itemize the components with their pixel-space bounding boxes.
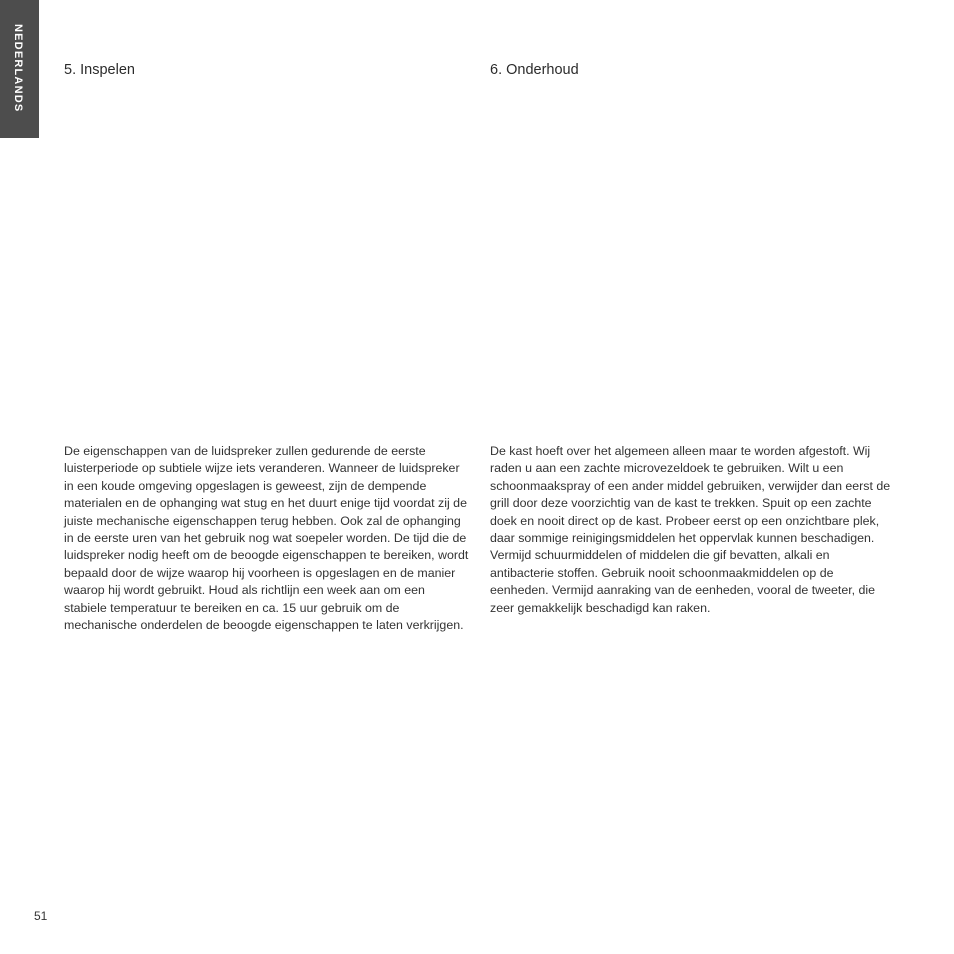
language-tab	[0, 0, 39, 138]
page-number: 51	[34, 909, 48, 923]
section-heading-inspelen: 5. Inspelen	[64, 62, 135, 78]
section-heading-onderhoud: 6. Onderhoud	[490, 62, 579, 78]
language-tab-label: NEDERLANDS	[12, 24, 24, 113]
section-body-onderhoud: De kast hoeft over het algemeen alleen maar te worden afgestoft. Wij raden u aan een zachte microvezeldoek te gebruiken. Wilt u een schoonmaakspray of een ander middel gebruiken, verwijder dan eerst de grill door deze voorzichtig van de kast te trekken. Spuit op een zachte doek en nooit direct op de kast. Probeer eerst op een onzichtbare plek, daar sommige reinigingsmiddelen het oppervlak kunnen beschadigen. Vermijd schuurmiddelen of middelen die gif bevatten, alkali en antibacterie stoffen. Gebruik nooit schoonmaakmiddelen op de eenheden. Vermijd aanraking van de eenheden, vooral de tweeter, die zeer gemakkelijk beschadigd kan raken.	[490, 444, 891, 615]
section-body-inspelen: De eigenschappen van de luidspreker zullen gedurende de eerste luisterperiode op subtiele wijze iets veranderen. Wanneer de luidspreker in een koude omgeving opgeslagen is geweest, zijn de dempende materialen en de ophanging wat stug en het duurt enige tijd voordat zij de juiste mechanische eigenschappen terug hebben. Ook zal de ophanging in de eerste uren van het gebruik nog wat soepeler worden. De tijd die de luidspreker nodig heeft om de beoogde eigenschappen te bereiken, wordt bepaald door de wijze waarop hij voorheen is opgeslagen en de manier waarop hij wordt gebruikt. Houd als richtlijn een week aan om een stabiele temperatuur te bereiken en ca. 15 uur gebruik om de mechanische onderdelen de beoogde eigenschappen te laten verkrijgen.	[64, 444, 469, 633]
